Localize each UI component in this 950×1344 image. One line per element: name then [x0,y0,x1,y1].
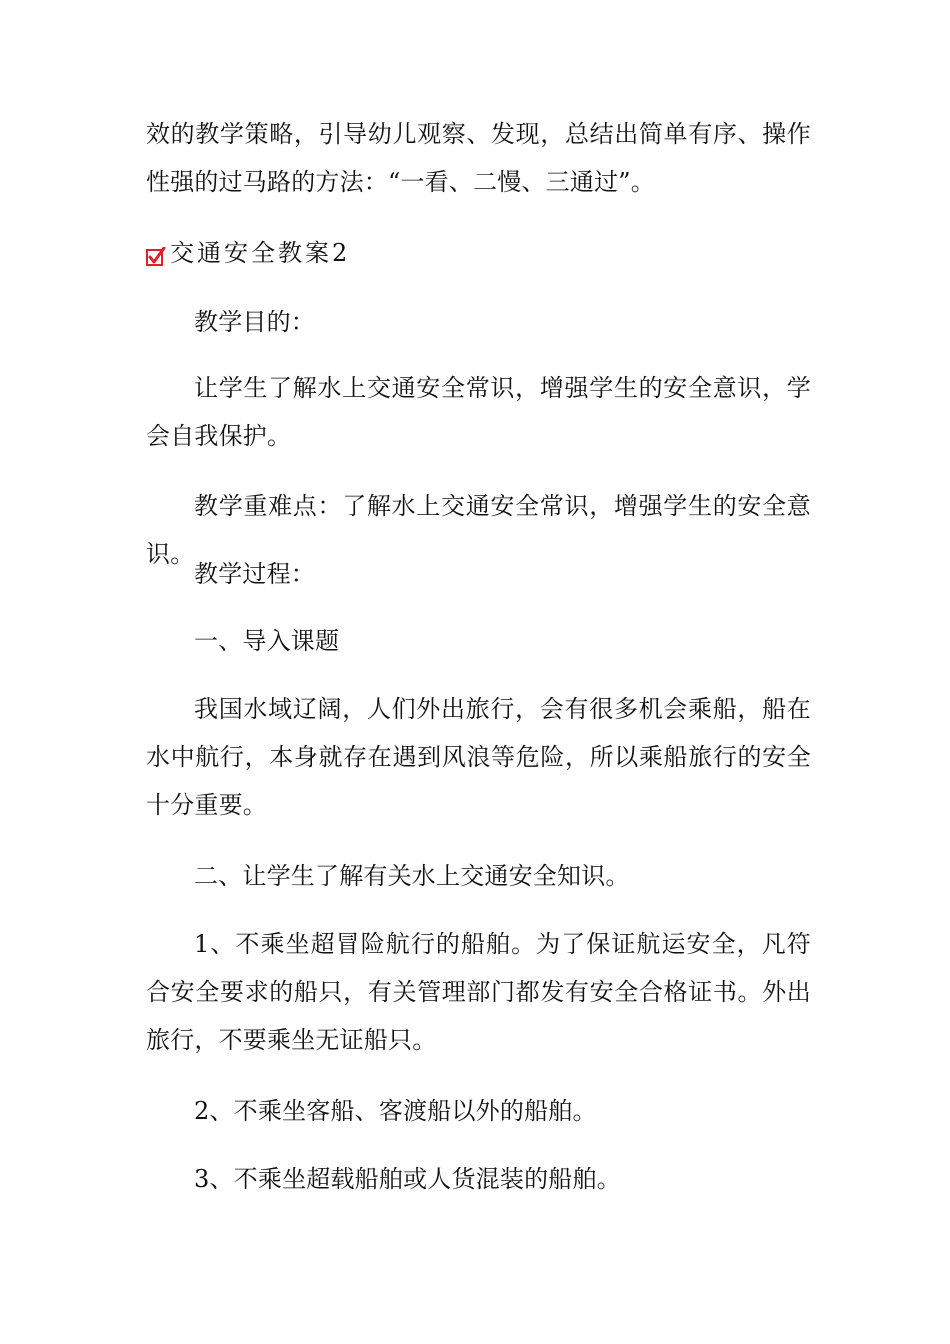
step-one-heading: 一、导入课题 [194,627,340,655]
objectives-text: 让学生了解水上交通安全常识，增强学生的安全意识，学会自我保护。 [146,374,811,450]
rule-three-text: 3、不乘坐超载船舶或人货混装的船舶。 [194,1165,621,1193]
rule-two-text: 2、不乘坐客船、客渡船以外的船舶。 [194,1097,597,1125]
intro-paragraph: 效的教学策略，引导幼儿观察、发现，总结出简单有序、操作性强的过马路的方法：“一看、二慢、三通过”。 [146,120,811,196]
process-label: 教学过程： [194,560,315,588]
key-points-text: 教学重难点：了解水上交通安全常识，增强学生的安全意识。 [146,492,811,568]
intro-topic-text: 我国水域辽阔，人们外出旅行，会有很多机会乘船，船在水中航行，本身就存在遇到风浪等危险，所以乘船旅行的安全十分重要。 [146,695,811,819]
step-two-heading: 二、让学生了解有关水上交通安全知识。 [194,862,630,890]
objectives-label: 教学目的： [194,308,315,336]
checkbox-checked-icon [146,247,166,267]
section-heading [146,230,350,270]
section-title: 交通安全教案2 [170,238,351,267]
rule-one-text: 1、不乘坐超冒险航行的船舶。为了保证航运安全，凡符合安全要求的船只，有关管理部门都发有安全合格证书。外出旅行，不要乘坐无证船只。 [146,930,811,1054]
